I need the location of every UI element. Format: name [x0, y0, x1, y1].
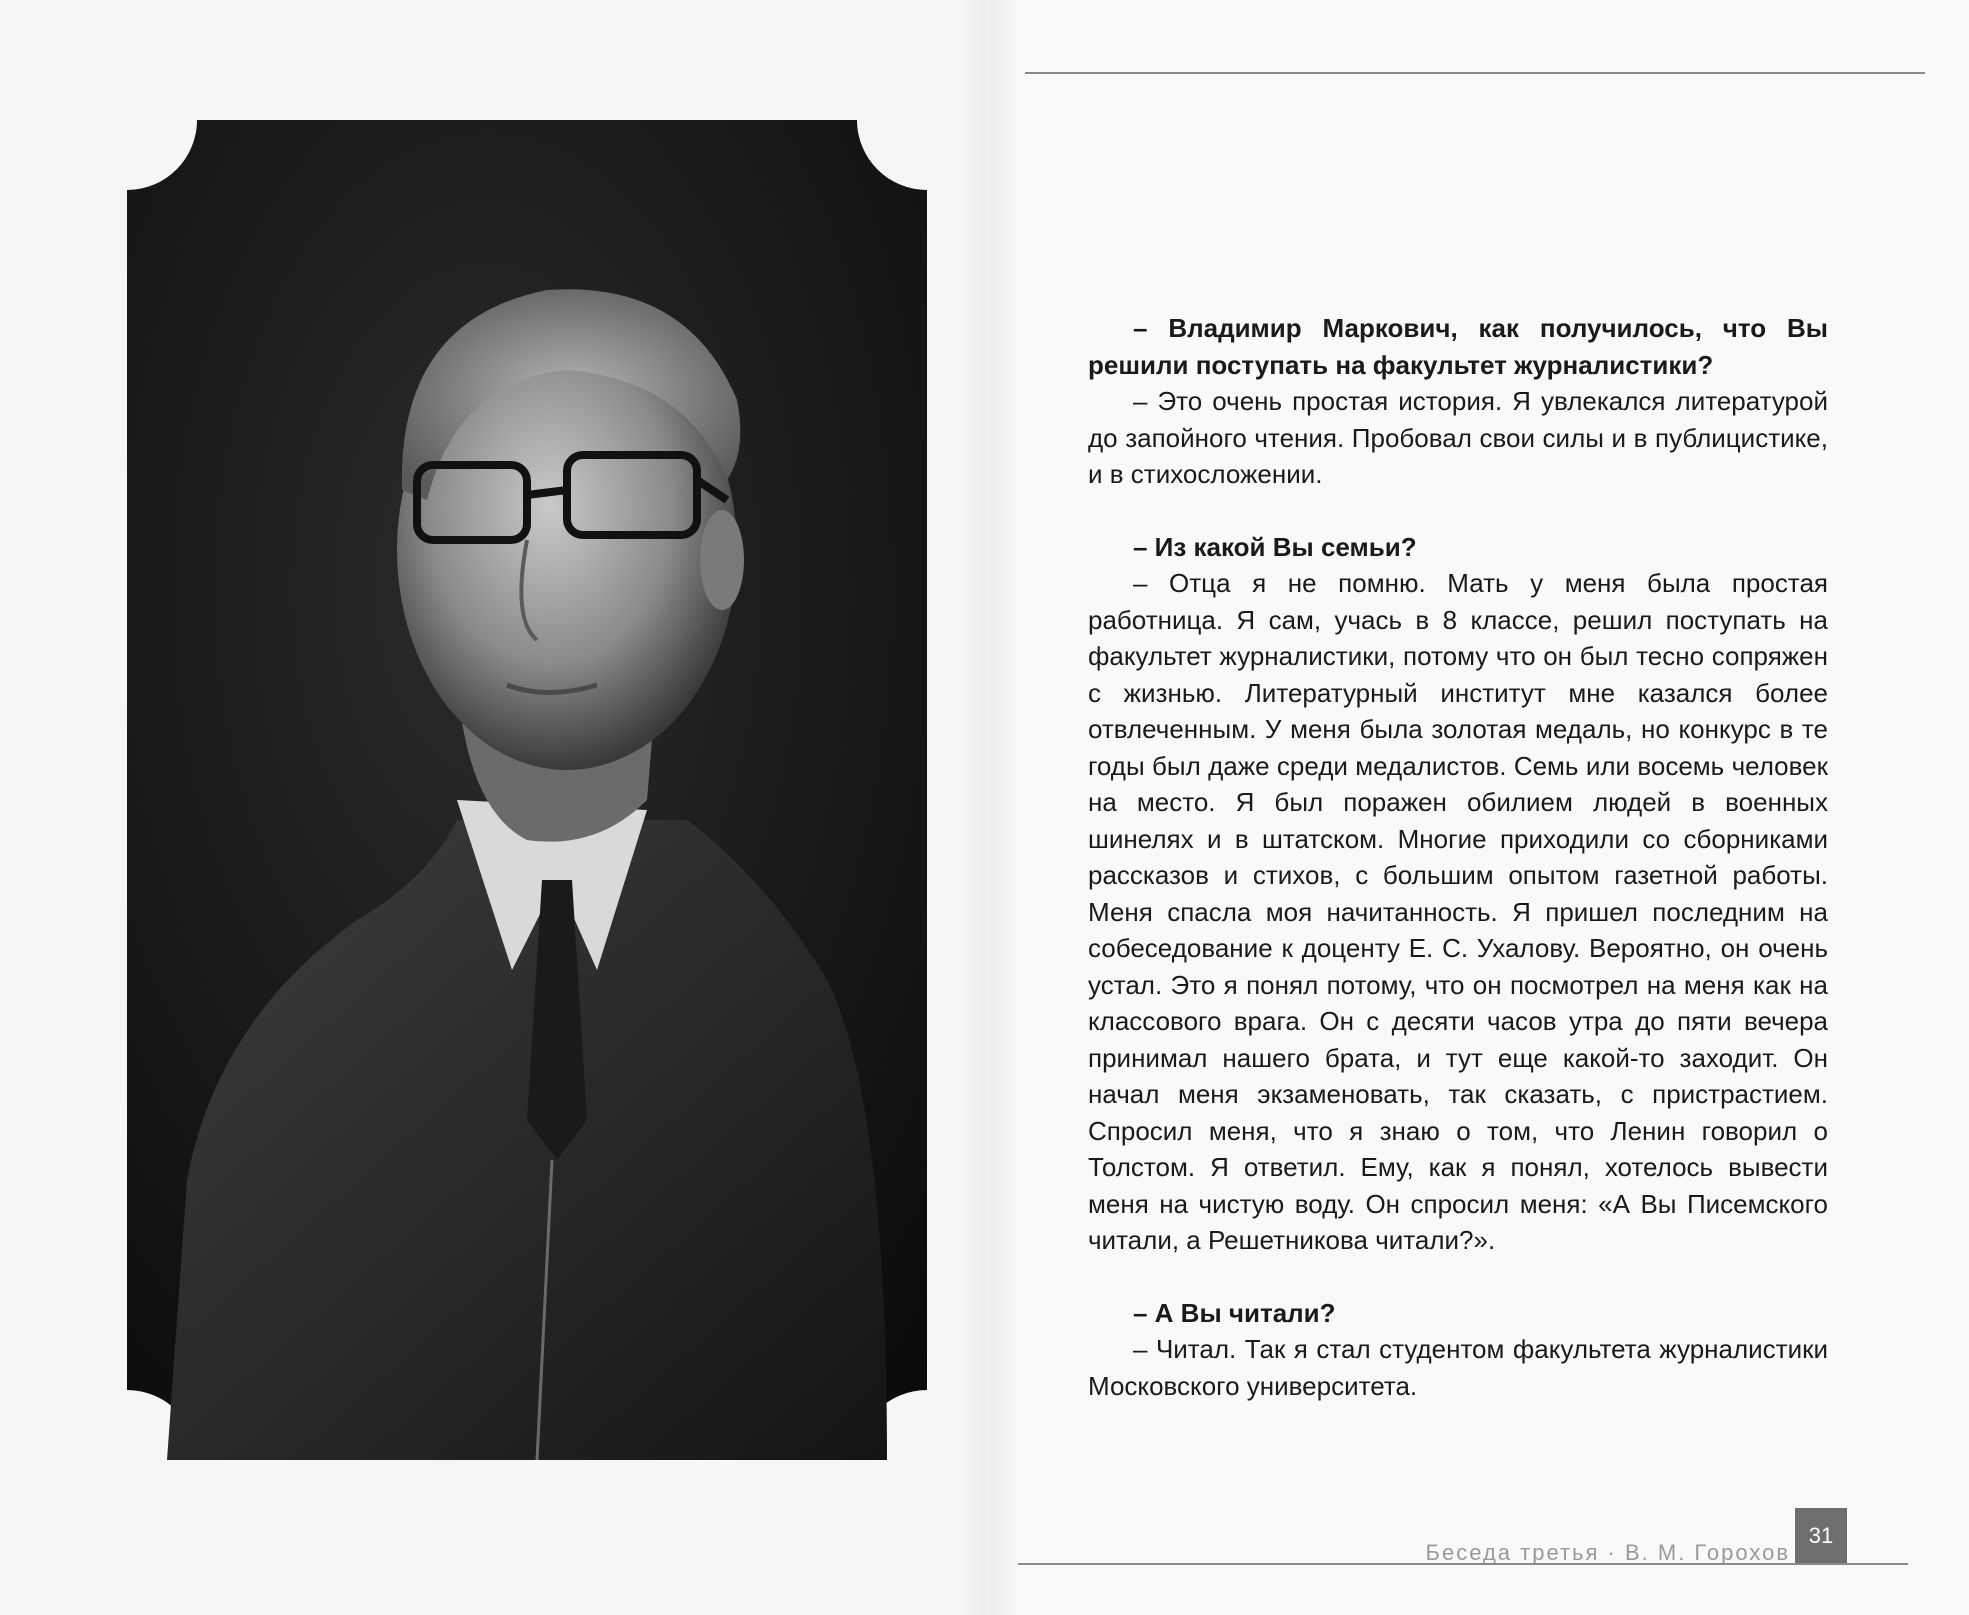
portrait-photo [127, 120, 927, 1460]
page-number: 31 [1795, 1508, 1847, 1563]
interview-text [1088, 310, 1828, 1404]
answer-2: – Отца я не помню. Мать у меня была простая работница. Я сам, учась в 8 классе, решил поступать на факультет журналистики, потому что он был тесно сопряжен с жизнью. Литературный институт мне казался более отвлеченным. У меня была золотая медаль, но конкурс в те годы был даже среди медалистов. Семь или восемь человек на место. Я был поражен обилием людей в военных шинелях и в штатском. Многие приходили со сборниками рассказов и стихов, с большим опытом газетной работы. Меня спасла моя начитанность. Я пришел последним на собеседование к доценту Е. С. Ухалову. Вероятно, он очень устал. Это я понял потому, что он посмотрел на меня как на классового врага. Он с десяти часов утра до пяти вечера принимал нашего брата, и тут еще какой-то заходит. Он начал меня экзаменовать, так сказать, с пристрастием. Спросил меня, что я знаю о том, что Ленин говорил о Толстом. Я ответил. Ему, как я понял, хотелось вывести меня на чистую воду. Он спросил меня: «А Вы Писемского читали, а Решетникова читали?». [1088, 568, 1828, 1255]
question-2: – Из какой Вы семьи? [1133, 531, 1417, 562]
portrait-photo-image [127, 120, 927, 1460]
ear-shape [700, 510, 744, 610]
footer-rule [1018, 1563, 1908, 1565]
book-gutter [960, 0, 1020, 1615]
answer-3: – Читал. Так я стал студентом факультета журналистики Московского университета. [1088, 1334, 1828, 1401]
top-rule [1025, 72, 1925, 74]
answer-1: – Это очень простая история. Я увлекался литературой до запойного чтения. Пробовал свои силы и в публицистике, и в стихосложении. [1088, 386, 1828, 489]
question-1: – Владимир Маркович, как получилось, что Вы решили поступать на факультет журналистики? [1088, 313, 1828, 380]
question-3: – А Вы читали? [1133, 1297, 1336, 1328]
running-head: Беседа третья · В. М. Горохов [1425, 1540, 1790, 1565]
